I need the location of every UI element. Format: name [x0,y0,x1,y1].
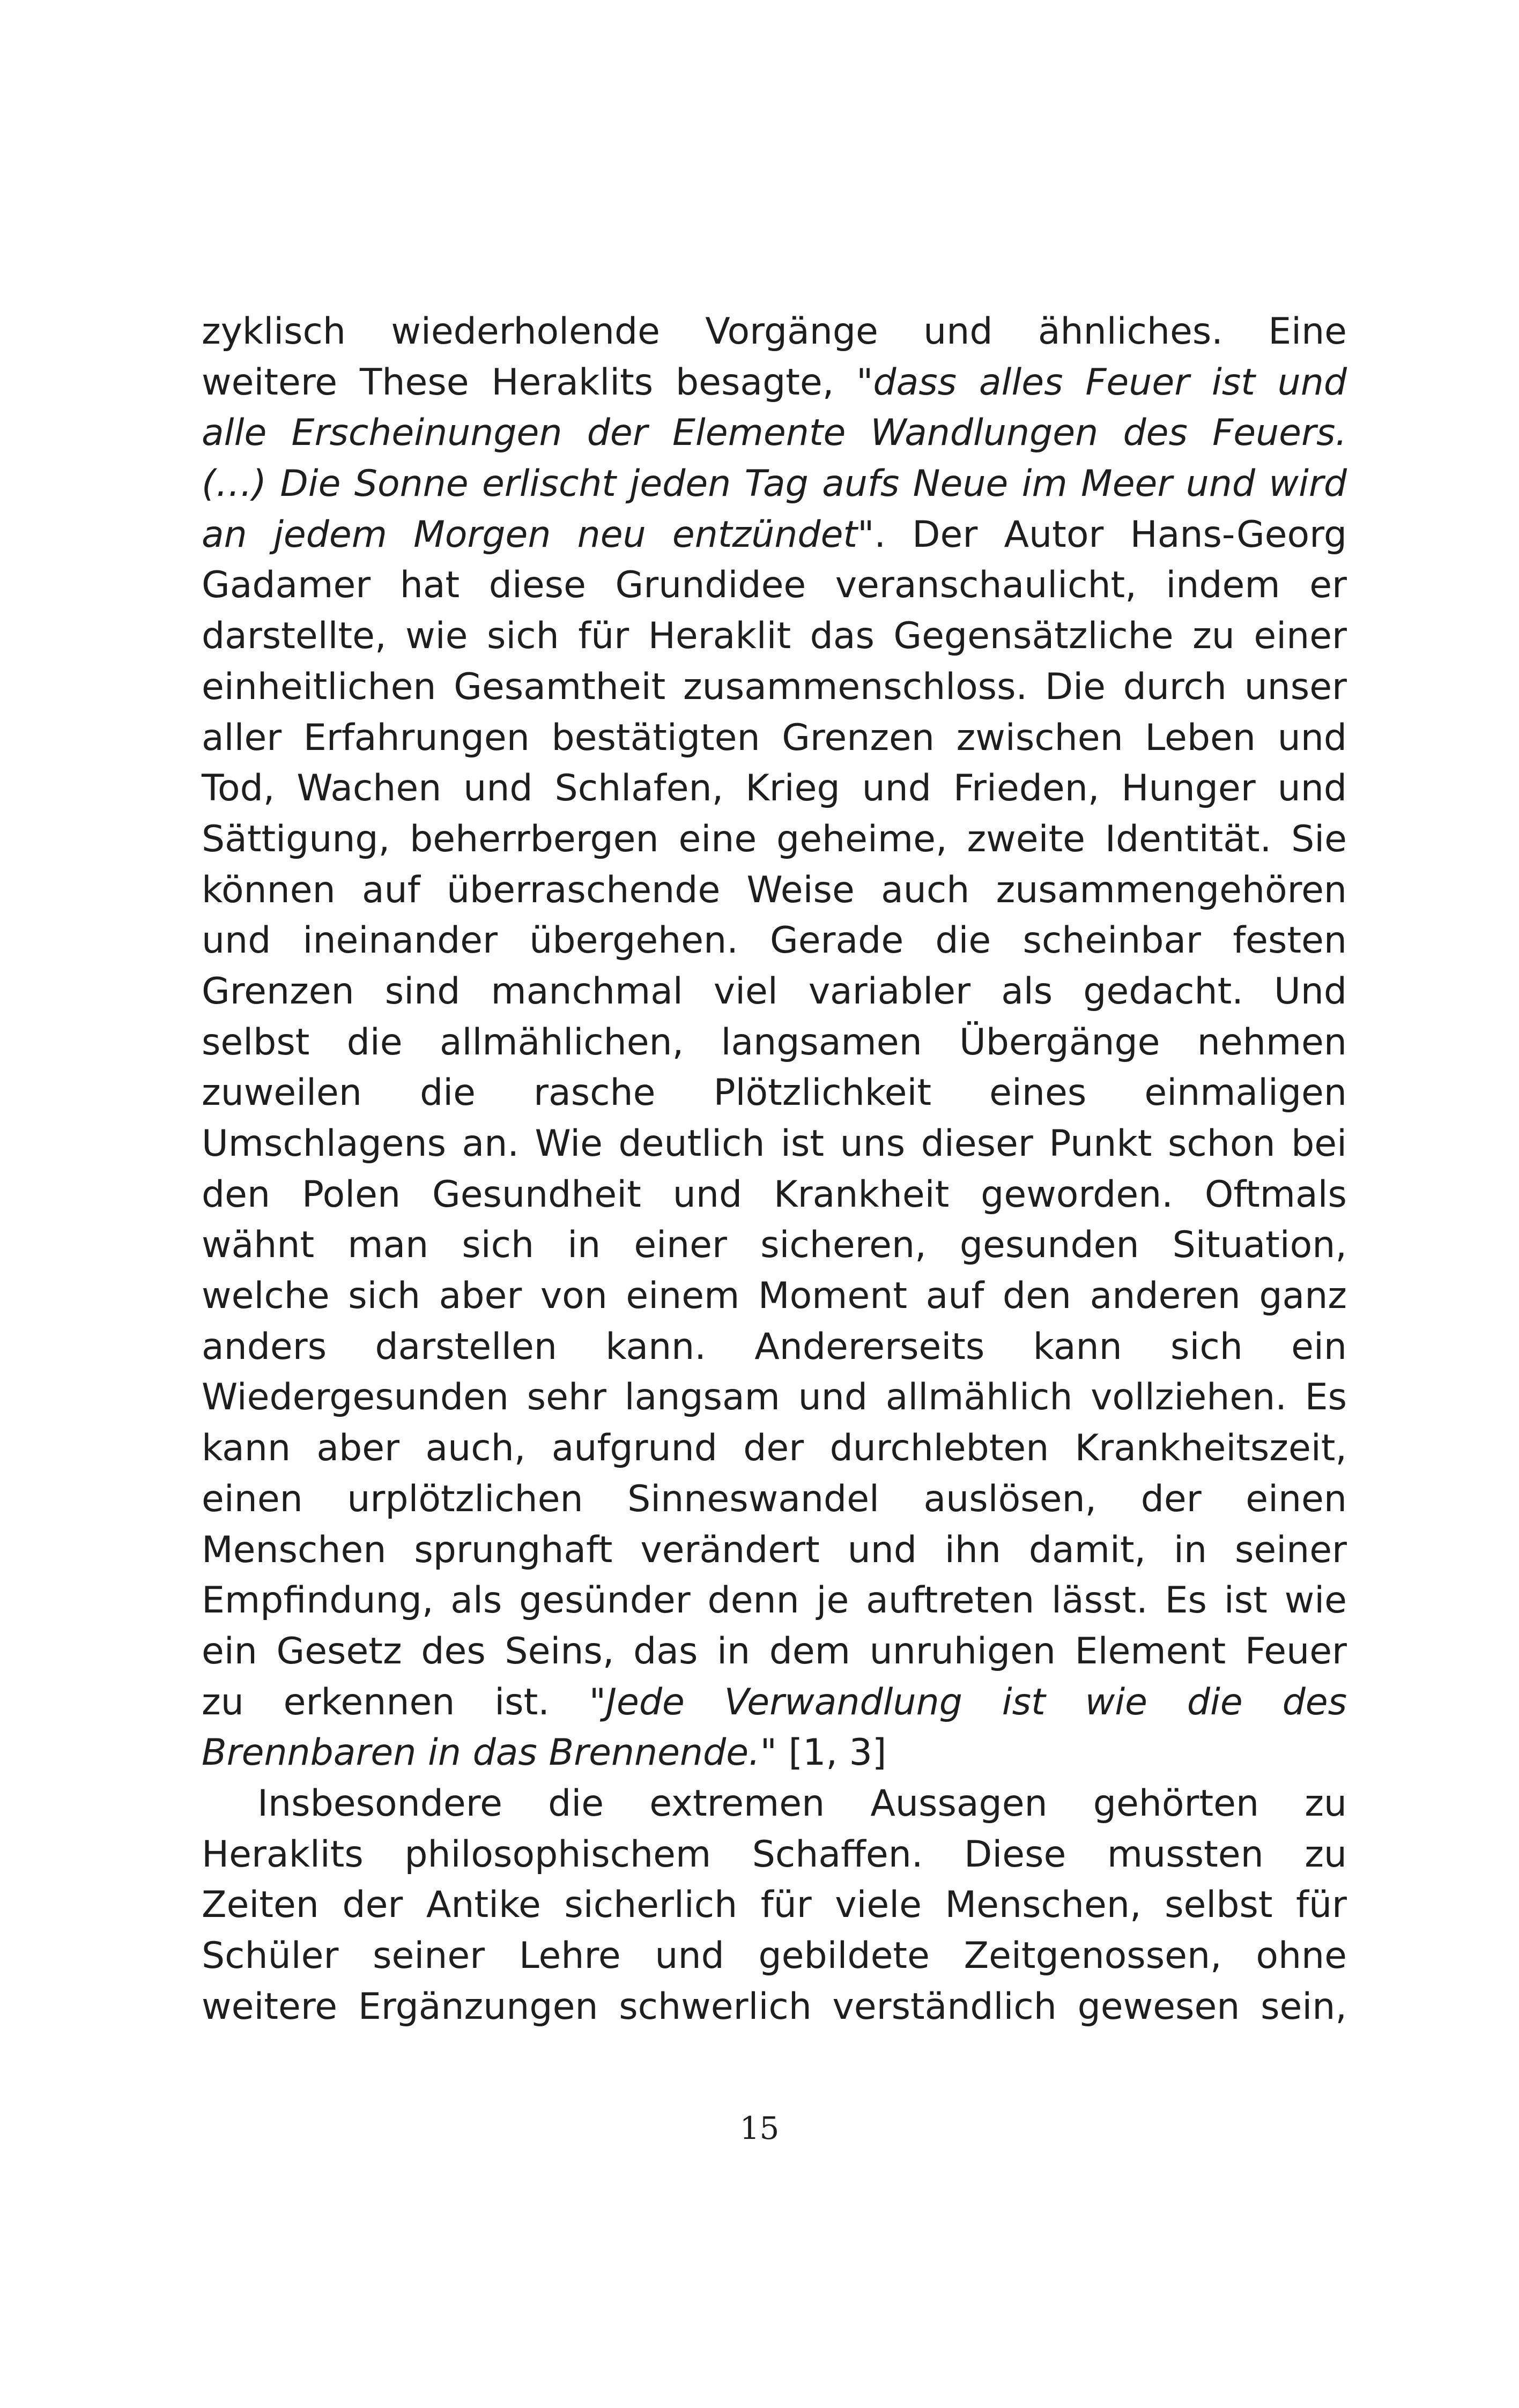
page-number: 15 [739,2110,780,2146]
paragraph-2 [202,1779,1347,2032]
quote-text: an jedem Morgen neu entzündet" [202,513,875,556]
body-text: . Der Autor Hans-Georg [874,513,1347,556]
body-text: selbst die allmählichen, langsamen Übergänge nehmen [202,1021,1347,1064]
body-text: einheitlichen Gesamtheit zusammenschloss. Die durch unser [202,665,1347,708]
body-text: weitere These Heraklits besagte, [202,361,857,404]
text-line [202,1525,1347,1576]
text-line [202,611,1347,662]
body-text: Heraklits philosophischem Schaffen. Diese mussten zu [202,1833,1347,1876]
body-text: Menschen sprunghaft verändert und ihn damit, in seiner [202,1528,1347,1571]
text-line [202,1880,1347,1931]
text-line [202,1068,1347,1119]
body-text: ein Gesetz des Seins, das in dem unruhigen Element Feuer [202,1630,1347,1673]
text-line [202,1170,1347,1221]
text-line [202,358,1347,408]
text-line [202,916,1347,967]
quote-text: Brennbaren in das Brennende." [202,1731,777,1774]
quote-text: "dass alles Feuer ist und [856,361,1347,404]
text-line [202,1220,1347,1271]
text-line [202,1474,1347,1525]
body-text: zu erkennen ist. [202,1681,589,1723]
text-line [202,1931,1347,1982]
text-line [202,510,1347,561]
body-text: Wiedergesunden sehr langsam und allmählich vollziehen. Es [202,1376,1347,1419]
text-line [202,1677,1347,1728]
text-line [202,1271,1347,1322]
text-line [202,865,1347,916]
body-text: den Polen Gesundheit und Krankheit geworden. Oftmals [202,1173,1347,1216]
body-text: Tod, Wachen und Schlafen, Krieg und Frieden, Hunger und [202,767,1347,810]
text-line [202,1423,1347,1474]
body-text: einen urplötzlichen Sinneswandel auslösen, der einen [202,1477,1347,1520]
body-text: und ineinander übergehen. Gerade die scheinbar festen [202,919,1347,962]
text-line [202,1728,1347,1779]
text-line [202,1779,1347,1830]
body-text: Sättigung, beherrbergen eine geheime, zweite Identität. Sie [202,817,1347,860]
body-text: anders darstellen kann. Andererseits kann sich ein [202,1325,1347,1368]
body-text: darstellte, wie sich für Heraklit das Gegensätzliche zu einer [202,615,1347,658]
quote-text: (…) Die Sonne erlischt jeden Tag aufs Neue im Meer und wird [202,463,1347,506]
body-text: Gadamer hat diese Grundidee veranschaulicht, indem er [202,564,1347,607]
body-text: können auf überraschende Weise auch zusammengehören [202,868,1347,911]
body-text: Umschlagens an. Wie deutlich ist uns dieser Punkt schon bei [202,1123,1347,1165]
text-line [202,1017,1347,1068]
body-text: zuweilen die rasche Plötzlichkeit eines einmaligen [202,1072,1347,1114]
paragraph-1 [202,307,1347,1779]
body-text: zyklisch wiederholende Vorgänge und ähnliches. Eine [202,310,1347,353]
text-line [202,307,1347,358]
text-line [202,1982,1347,2033]
text-line [202,408,1347,459]
body-text: Grenzen sind manchmal viel variabler als gedacht. Und [202,970,1347,1013]
body-text: welche sich aber von einem Moment auf den anderen ganz [202,1275,1347,1318]
body-text: [1, 3] [776,1731,887,1774]
quote-text: alle Erscheinungen der Elemente Wandlungen des Feuers. [202,412,1347,455]
text-line [202,967,1347,1017]
text-line [202,1575,1347,1626]
text-line [202,1626,1347,1677]
body-text: Insbesondere die extremen Aussagen gehörten zu [257,1782,1347,1825]
text-line [202,814,1347,865]
body-text: aller Erfahrungen bestätigten Grenzen zwischen Leben und [202,716,1347,759]
text-line [202,763,1347,814]
text-line [202,662,1347,713]
quote-text: "Jede Verwandlung ist wie die des [589,1681,1347,1723]
text-line [202,713,1347,764]
text-line [202,459,1347,510]
text-line [202,560,1347,611]
text-line [202,1322,1347,1373]
body-text: Schüler seiner Lehre und gebildete Zeitgenossen, ohne [202,1935,1347,1978]
text-line [202,1119,1347,1170]
body-text: Empfindung, als gesünder denn je auftreten lässt. Es ist wie [202,1579,1347,1622]
body-text: Zeiten der Antike sicherlich für viele Menschen, selbst für [202,1884,1347,1927]
body-text: wähnt man sich in einer sicheren, gesunden Situation, [202,1224,1347,1267]
text-line [202,1372,1347,1423]
body-text: weitere Ergänzungen schwerlich verständlich gewesen sein, [202,1985,1347,2028]
text-line [202,1830,1347,1881]
body-text: kann aber auch, aufgrund der durchlebten Krankheitszeit, [202,1427,1347,1470]
